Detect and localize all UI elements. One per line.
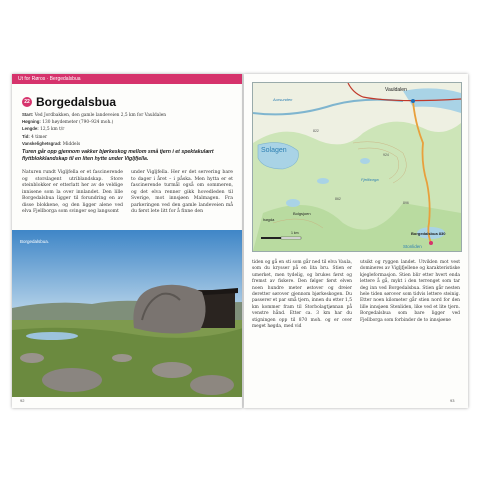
- map-label-solagen: Solagen: [261, 147, 287, 154]
- map-illustration: [253, 83, 461, 251]
- map-label-bolgsjoen: Bolgsjoen: [293, 211, 311, 216]
- map-label-hogda: høgda: [263, 217, 275, 222]
- facts-list: [22, 112, 166, 148]
- map-elevation-924: 924: [383, 153, 389, 157]
- page-number: 92: [20, 398, 25, 403]
- fact-row: Start: Ved Jordbakken, den gamle landeveien 2,5 km for Vauldalen: [22, 112, 167, 118]
- map-scale-label: 1 km: [291, 231, 299, 235]
- fact-row: Tid: 4 timer: [22, 133, 48, 140]
- map-label-borgedalsbua: Borgedalsbua 830: [411, 231, 446, 236]
- fact-row: Vanskelighetsgrad: Middels: [22, 140, 81, 147]
- map-label-stonliden: Stonliden: [403, 244, 422, 249]
- body-column-1: Naturen rundt Vigljfella er et fascinerende og storslagent utriblandskap. Store steinblokker er etterlatt her av de veldige innisene som la over innlandet. Den lille Borgedalsbua ligger til forundring en av disse blokkene, og den ligger alene ved elva Fjellborga som svinger seg langsomt: [22, 170, 123, 214]
- photo-caption: Borgedalsbua.: [20, 239, 50, 244]
- route-map: [252, 82, 462, 252]
- fact-row: Høgning: 130 høydemeter (790–924 moh.): [22, 119, 114, 126]
- page-number: 93: [450, 398, 455, 403]
- body-column-2: under Vigljfella. Her er det servering bare to dager i året – i påska. Men hytta er et fascinerende turmål også om sommeren, og det elva renner gikk hovedleden til Sverige, mot innsjøen Malmagen. Fra parkeringen ved den gamle landeveien må du først lete litt for å finne den: [131, 170, 233, 214]
- fact-row: Lengde: 12,5 km t/r: [22, 126, 65, 133]
- map-elevation-822: 822: [313, 129, 319, 133]
- map-elevation-862: 862: [335, 197, 341, 201]
- map-label-aursunden: Aursunden: [273, 97, 293, 102]
- right-body-column-2: utsikt og ryggen landet. Utviklen mot vest domineres av Vigljfjellene og karakteristiske kjegleformasjon. Stien blir etter hvert enda lettere å gå, mykt i den terrenget som tar deg inn ved Borgedalsbua. Stien går nesten hele tiden sørover som tidvis lettere steinig. Etter noen kilometer går stien nord for den lille innsjøen Stenliden, like ved et lite tjern. Borgedalsbua som bare ligger ved Fjellborga som forbinder de to innsjøene: [360, 260, 460, 323]
- right-body-column-1: tiden og gå en sti som går ned til elva Vaula, som du krysser på en lita bru. Stien er umerket, men tydelig, og brukes først og fremst av fiskere. Den følger først elven noen hundre meter østover og dreier deretter sørover gjennom bjørkeskogen. Du passerer et par små tjern, innen du etter 1,5 km kommer fram til Storbolagtjønnan på venstre hånd. Etter ca. 3 km har du stigningen opp til 870 moh. og er over meget høgda, med vid: [252, 260, 352, 330]
- map-label-fjellborga: Fjellborga: [361, 177, 379, 182]
- lead-paragraph: Turen går opp gjennom vakker bjørkeskog mellom små tjern i et spektakulært flyttblokklandskap til en liten hytte under Vigljfjella.: [22, 149, 214, 162]
- photo-illustration: [12, 230, 243, 397]
- route-title: Borgedalsbua: [36, 95, 117, 109]
- landscape-photo: [12, 230, 243, 397]
- left-page: [12, 74, 243, 408]
- map-label-vauldalen: Vauldalen: [385, 87, 407, 93]
- right-page: [244, 74, 468, 408]
- header-band: Ut for Røros · Bergedalsbua: [12, 74, 243, 84]
- map-elevation-896: 896: [403, 201, 409, 205]
- route-heading: [22, 95, 116, 109]
- route-number-badge: 22: [22, 97, 32, 107]
